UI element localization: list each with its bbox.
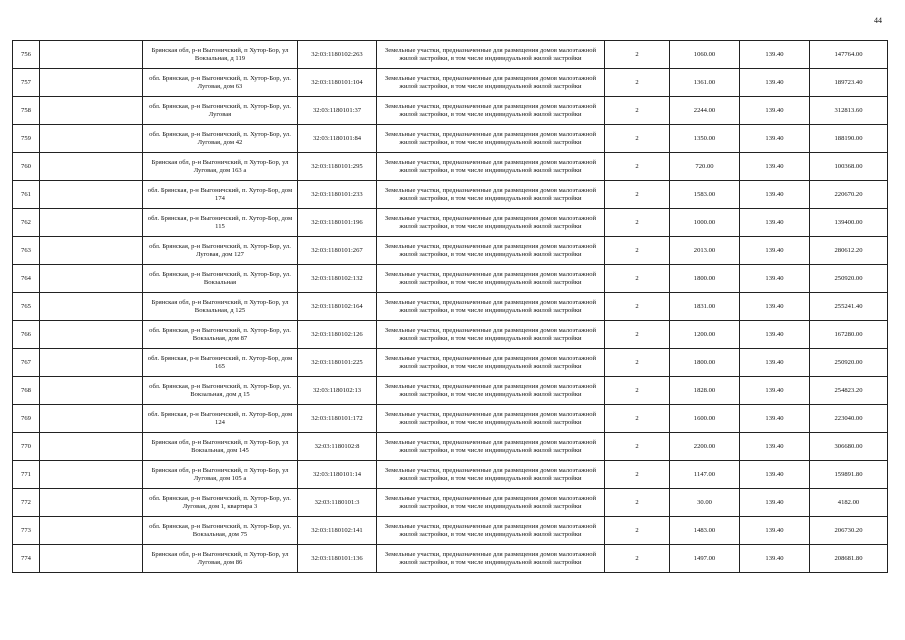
- address-cell: обл. Брянская, р-н Выгоничский, п. Хутор-Бор, дом 174: [143, 181, 298, 209]
- cadastral-value-cell: 255241.40: [810, 293, 888, 321]
- land-use-cell: Земельные участки, предназначенные для размещения домов малоэтажной жилой застройки, в том числе индивидуальной жилой застройки: [377, 489, 605, 517]
- cadastral-number-cell: 32:03:1180102:263: [298, 41, 377, 69]
- rate-cell: 139.40: [740, 405, 810, 433]
- empty-cell: [40, 433, 143, 461]
- address-cell: обл. Брянская, р-н Выгоничский, п. Хутор-Бор, ул. Луговая: [143, 97, 298, 125]
- land-use-cell: Земельные участки, предназначенные для размещения домов малоэтажной жилой застройки, в том числе индивидуальной жилой застройки: [377, 265, 605, 293]
- cadastral-value-cell: 147764.00: [810, 41, 888, 69]
- table-row: [13, 461, 888, 489]
- area-cell: 1483.00: [670, 517, 740, 545]
- land-use-cell: Земельные участки, предназначенные для размещения домов малоэтажной жилой застройки, в том числе индивидуальной жилой застройки: [377, 545, 605, 573]
- area-cell: 2013.00: [670, 237, 740, 265]
- cadastral-value-cell: 220670.20: [810, 181, 888, 209]
- address-cell: Брянская обл, р-н Выгоничский, п Хутор-Бор, ул Луговая, дом 86: [143, 545, 298, 573]
- table-row: [13, 545, 888, 573]
- table-body: [13, 41, 888, 573]
- table-row: [13, 489, 888, 517]
- cadastral-number-cell: 32:03:1180102:8: [298, 433, 377, 461]
- row-number-cell: 762: [13, 209, 40, 237]
- address-cell: Брянская обл, р-н Выгоничский, п Хутор-Бор, ул Вокзальная, д 119: [143, 41, 298, 69]
- group-code-cell: 2: [605, 265, 670, 293]
- area-cell: 1361.00: [670, 69, 740, 97]
- group-code-cell: 2: [605, 237, 670, 265]
- cadastral-number-cell: 32:03:1180102:13: [298, 377, 377, 405]
- group-code-cell: 2: [605, 125, 670, 153]
- address-cell: Брянская обл, р-н Выгоничский, п Хутор-Бор, ул Вокзальная, д 125: [143, 293, 298, 321]
- table-row: [13, 153, 888, 181]
- group-code-cell: 2: [605, 181, 670, 209]
- rate-cell: 139.40: [740, 377, 810, 405]
- table-row: [13, 293, 888, 321]
- area-cell: 1800.00: [670, 265, 740, 293]
- area-cell: 1497.00: [670, 545, 740, 573]
- row-number-cell: 759: [13, 125, 40, 153]
- row-number-cell: 764: [13, 265, 40, 293]
- land-use-cell: Земельные участки, предназначенные для размещения домов малоэтажной жилой застройки, в том числе индивидуальной жилой застройки: [377, 69, 605, 97]
- empty-cell: [40, 461, 143, 489]
- row-number-cell: 756: [13, 41, 40, 69]
- rate-cell: 139.40: [740, 125, 810, 153]
- cadastral-value-cell: 208681.80: [810, 545, 888, 573]
- row-number-cell: 758: [13, 97, 40, 125]
- table-row: [13, 349, 888, 377]
- group-code-cell: 2: [605, 377, 670, 405]
- rate-cell: 139.40: [740, 517, 810, 545]
- empty-cell: [40, 125, 143, 153]
- cadastral-value-cell: 312813.60: [810, 97, 888, 125]
- cadastral-number-cell: 32:03:1180101:14: [298, 461, 377, 489]
- rate-cell: 139.40: [740, 97, 810, 125]
- cadastral-number-cell: 32:03:1180101:104: [298, 69, 377, 97]
- group-code-cell: 2: [605, 293, 670, 321]
- cadastral-number-cell: 32:03:1180101:295: [298, 153, 377, 181]
- empty-cell: [40, 181, 143, 209]
- cadastral-number-cell: 32:03:1180101:267: [298, 237, 377, 265]
- empty-cell: [40, 153, 143, 181]
- cadastral-number-cell: 32:03:1180101:84: [298, 125, 377, 153]
- cadastral-value-cell: 189723.40: [810, 69, 888, 97]
- row-number-cell: 757: [13, 69, 40, 97]
- area-cell: 30.00: [670, 489, 740, 517]
- cadastral-number-cell: 32:03:1180102:126: [298, 321, 377, 349]
- row-number-cell: 771: [13, 461, 40, 489]
- rate-cell: 139.40: [740, 69, 810, 97]
- land-use-cell: Земельные участки, предназначенные для размещения домов малоэтажной жилой застройки, в том числе индивидуальной жилой застройки: [377, 181, 605, 209]
- row-number-cell: 769: [13, 405, 40, 433]
- table-row: [13, 517, 888, 545]
- cadastral-number-cell: 32:03:1180101:136: [298, 545, 377, 573]
- cadastral-number-cell: 32:03:1180101:196: [298, 209, 377, 237]
- cadastral-value-cell: 254823.20: [810, 377, 888, 405]
- area-cell: 2244.00: [670, 97, 740, 125]
- land-use-cell: Земельные участки, предназначенные для размещения домов малоэтажной жилой застройки, в том числе индивидуальной жилой застройки: [377, 349, 605, 377]
- group-code-cell: 2: [605, 489, 670, 517]
- row-number-cell: 760: [13, 153, 40, 181]
- rate-cell: 139.40: [740, 237, 810, 265]
- land-use-cell: Земельные участки, предназначенные для размещения домов малоэтажной жилой застройки, в том числе индивидуальной жилой застройки: [377, 41, 605, 69]
- table-row: [13, 69, 888, 97]
- row-number-cell: 773: [13, 517, 40, 545]
- table-row: [13, 433, 888, 461]
- group-code-cell: 2: [605, 41, 670, 69]
- rate-cell: 139.40: [740, 41, 810, 69]
- cadastral-number-cell: 32:03:1180101:225: [298, 349, 377, 377]
- address-cell: обл. Брянская, р-н Выгоничский, п. Хутор-Бор, дом 115: [143, 209, 298, 237]
- area-cell: 2200.00: [670, 433, 740, 461]
- empty-cell: [40, 293, 143, 321]
- empty-cell: [40, 97, 143, 125]
- land-use-cell: Земельные участки, предназначенные для размещения домов малоэтажной жилой застройки, в том числе индивидуальной жилой застройки: [377, 461, 605, 489]
- address-cell: обл. Брянская, р-н Выгоничский, п. Хутор-Бор, ул. Луговая, дом 1, квартира 3: [143, 489, 298, 517]
- rate-cell: 139.40: [740, 545, 810, 573]
- land-use-cell: Земельные участки, предназначенные для размещения домов малоэтажной жилой застройки, в том числе индивидуальной жилой застройки: [377, 517, 605, 545]
- rate-cell: 139.40: [740, 265, 810, 293]
- address-cell: обл. Брянская, р-н Выгоничский, п. Хутор-Бор, ул. Луговая, дом 127: [143, 237, 298, 265]
- area-cell: 1831.00: [670, 293, 740, 321]
- address-cell: обл. Брянская, р-н Выгоничский, п. Хутор-Бор, ул. Луговая, дом 63: [143, 69, 298, 97]
- area-cell: 1800.00: [670, 349, 740, 377]
- cadastral-value-cell: 188190.00: [810, 125, 888, 153]
- page-number: 44: [874, 16, 882, 25]
- empty-cell: [40, 545, 143, 573]
- cadastral-value-cell: 250920.00: [810, 349, 888, 377]
- group-code-cell: 2: [605, 405, 670, 433]
- address-cell: обл. Брянская, р-н Выгоничский, п. Хутор-Бор, ул. Луговая, дом 42: [143, 125, 298, 153]
- address-cell: обл. Брянская, р-н Выгоничский, п. Хутор-Бор, ул. Вокзальная: [143, 265, 298, 293]
- cadastral-value-cell: 100368.00: [810, 153, 888, 181]
- cadastral-value-cell: 223040.00: [810, 405, 888, 433]
- row-number-cell: 765: [13, 293, 40, 321]
- table-row: [13, 377, 888, 405]
- row-number-cell: 768: [13, 377, 40, 405]
- row-number-cell: 770: [13, 433, 40, 461]
- group-code-cell: 2: [605, 209, 670, 237]
- address-cell: обл. Брянская, р-н Выгоничский, п. Хутор-Бор, дом 165: [143, 349, 298, 377]
- land-use-cell: Земельные участки, предназначенные для размещения домов малоэтажной жилой застройки, в том числе индивидуальной жилой застройки: [377, 153, 605, 181]
- area-cell: 1060.00: [670, 41, 740, 69]
- land-use-cell: Земельные участки, предназначенные для размещения домов малоэтажной жилой застройки, в том числе индивидуальной жилой застройки: [377, 377, 605, 405]
- table-row: [13, 237, 888, 265]
- table-row: [13, 209, 888, 237]
- group-code-cell: 2: [605, 69, 670, 97]
- group-code-cell: 2: [605, 153, 670, 181]
- area-cell: 1147.00: [670, 461, 740, 489]
- empty-cell: [40, 517, 143, 545]
- address-cell: обл. Брянская, р-н Выгоничский, п. Хутор-Бор, ул. Вокзальная, дом 87: [143, 321, 298, 349]
- table-row: [13, 125, 888, 153]
- row-number-cell: 774: [13, 545, 40, 573]
- land-use-cell: Земельные участки, предназначенные для размещения домов малоэтажной жилой застройки, в том числе индивидуальной жилой застройки: [377, 433, 605, 461]
- cadastral-number-cell: 32:03:1180101:37: [298, 97, 377, 125]
- address-cell: обл. Брянская, р-н Выгоничский, п. Хутор-Бор, ул. Вокзальная, дом 75: [143, 517, 298, 545]
- group-code-cell: 2: [605, 517, 670, 545]
- empty-cell: [40, 237, 143, 265]
- empty-cell: [40, 209, 143, 237]
- cadastral-value-cell: 4182.00: [810, 489, 888, 517]
- table-row: [13, 265, 888, 293]
- rate-cell: 139.40: [740, 209, 810, 237]
- cadastral-number-cell: 32:03:1180102:132: [298, 265, 377, 293]
- empty-cell: [40, 377, 143, 405]
- cadastral-number-cell: 32:03:1180102:141: [298, 517, 377, 545]
- address-cell: Брянская обл, р-н Выгоничский, п Хутор-Бор, ул Вокзальная, дом 145: [143, 433, 298, 461]
- group-code-cell: 2: [605, 461, 670, 489]
- address-cell: обл. Брянская, р-н Выгоничский, п. Хутор-Бор, дом 124: [143, 405, 298, 433]
- group-code-cell: 2: [605, 349, 670, 377]
- empty-cell: [40, 69, 143, 97]
- rate-cell: 139.40: [740, 321, 810, 349]
- cadastral-value-cell: 206730.20: [810, 517, 888, 545]
- table-row: [13, 321, 888, 349]
- address-cell: Брянская обл, р-н Выгоничский, п Хутор-Бор, ул Луговая, дом 163 а: [143, 153, 298, 181]
- rate-cell: 139.40: [740, 489, 810, 517]
- area-cell: 720.00: [670, 153, 740, 181]
- empty-cell: [40, 321, 143, 349]
- land-use-cell: Земельные участки, предназначенные для размещения домов малоэтажной жилой застройки, в том числе индивидуальной жилой застройки: [377, 209, 605, 237]
- table-row: [13, 405, 888, 433]
- table-row: [13, 41, 888, 69]
- empty-cell: [40, 41, 143, 69]
- cadastral-number-cell: 32:03:1180102:164: [298, 293, 377, 321]
- area-cell: 1583.00: [670, 181, 740, 209]
- land-use-cell: Земельные участки, предназначенные для размещения домов малоэтажной жилой застройки, в том числе индивидуальной жилой застройки: [377, 405, 605, 433]
- rate-cell: 139.40: [740, 433, 810, 461]
- rate-cell: 139.40: [740, 181, 810, 209]
- area-cell: 1000.00: [670, 209, 740, 237]
- empty-cell: [40, 489, 143, 517]
- cadastral-value-cell: 167280.00: [810, 321, 888, 349]
- group-code-cell: 2: [605, 433, 670, 461]
- empty-cell: [40, 405, 143, 433]
- area-cell: 1600.00: [670, 405, 740, 433]
- group-code-cell: 2: [605, 97, 670, 125]
- land-plot-table: [12, 40, 888, 573]
- row-number-cell: 766: [13, 321, 40, 349]
- land-use-cell: Земельные участки, предназначенные для размещения домов малоэтажной жилой застройки, в том числе индивидуальной жилой застройки: [377, 321, 605, 349]
- rate-cell: 139.40: [740, 293, 810, 321]
- area-cell: 1350.00: [670, 125, 740, 153]
- rate-cell: 139.40: [740, 461, 810, 489]
- address-cell: обл. Брянская, р-н Выгоничский, п. Хутор-Бор, ул. Вокзальная, дом д 15: [143, 377, 298, 405]
- table-row: [13, 97, 888, 125]
- empty-cell: [40, 265, 143, 293]
- cadastral-value-cell: 250920.00: [810, 265, 888, 293]
- row-number-cell: 761: [13, 181, 40, 209]
- group-code-cell: 2: [605, 321, 670, 349]
- area-cell: 1200.00: [670, 321, 740, 349]
- row-number-cell: 767: [13, 349, 40, 377]
- row-number-cell: 772: [13, 489, 40, 517]
- cadastral-number-cell: 32:03:1180101:172: [298, 405, 377, 433]
- table-row: [13, 181, 888, 209]
- land-use-cell: Земельные участки, предназначенные для размещения домов малоэтажной жилой застройки, в том числе индивидуальной жилой застройки: [377, 97, 605, 125]
- address-cell: Брянская обл, р-н Выгоничский, п Хутор-Бор, ул Луговая, дом 105 а: [143, 461, 298, 489]
- cadastral-value-cell: 159891.80: [810, 461, 888, 489]
- rate-cell: 139.40: [740, 349, 810, 377]
- land-use-cell: Земельные участки, предназначенные для размещения домов малоэтажной жилой застройки, в том числе индивидуальной жилой застройки: [377, 237, 605, 265]
- row-number-cell: 763: [13, 237, 40, 265]
- land-use-cell: Земельные участки, предназначенные для размещения домов малоэтажной жилой застройки, в том числе индивидуальной жилой застройки: [377, 125, 605, 153]
- cadastral-value-cell: 280612.20: [810, 237, 888, 265]
- rate-cell: 139.40: [740, 153, 810, 181]
- group-code-cell: 2: [605, 545, 670, 573]
- cadastral-number-cell: 32:03:1180101:3: [298, 489, 377, 517]
- cadastral-value-cell: 139400.00: [810, 209, 888, 237]
- area-cell: 1828.00: [670, 377, 740, 405]
- cadastral-number-cell: 32:03:1180101:233: [298, 181, 377, 209]
- cadastral-value-cell: 306680.00: [810, 433, 888, 461]
- empty-cell: [40, 349, 143, 377]
- land-use-cell: Земельные участки, предназначенные для размещения домов малоэтажной жилой застройки, в том числе индивидуальной жилой застройки: [377, 293, 605, 321]
